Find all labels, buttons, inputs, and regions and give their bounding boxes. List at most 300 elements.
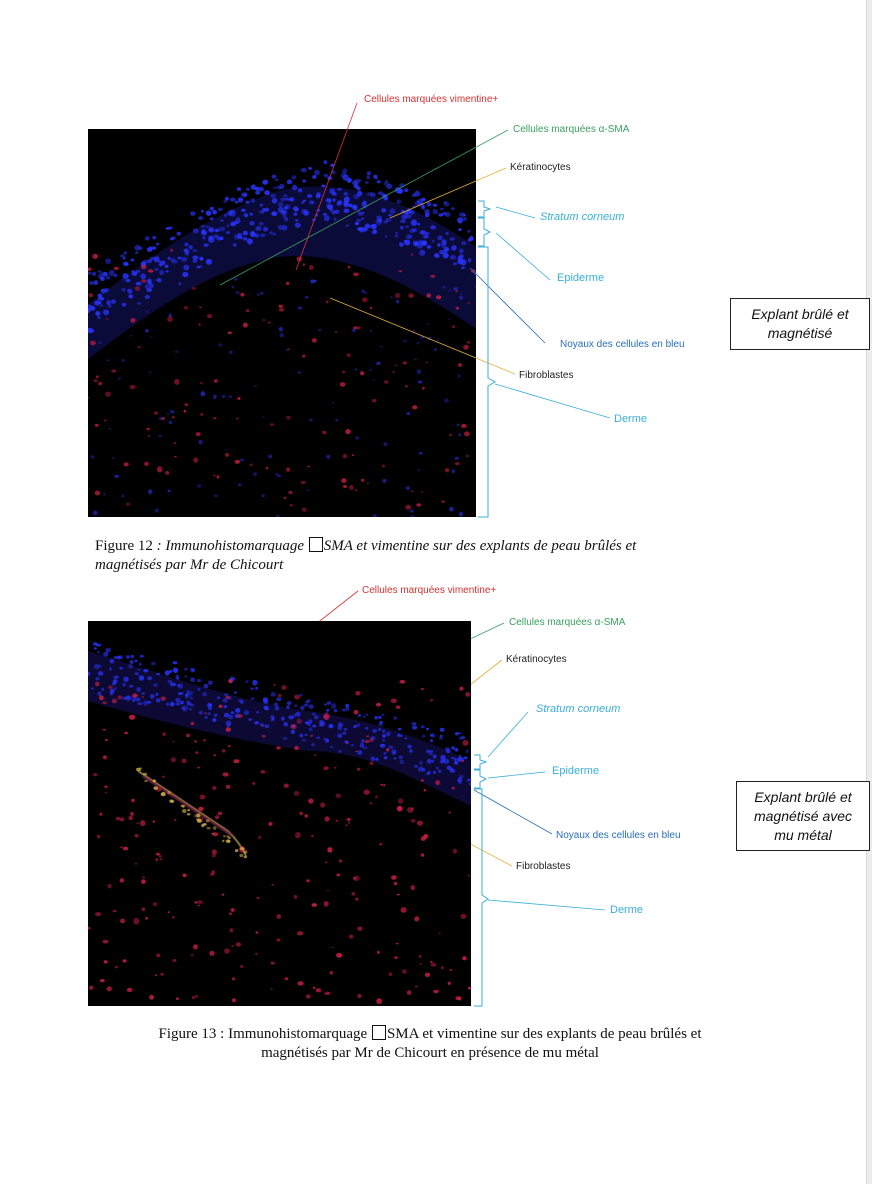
- nucleus-dot: [180, 701, 184, 705]
- nucleus-dot: [400, 226, 404, 230]
- nucleus-dot: [197, 679, 201, 682]
- vimentine-dot: [412, 405, 417, 409]
- nucleus-dot: [430, 739, 433, 742]
- nucleus-dot: [98, 301, 102, 304]
- nucleus-dot: [445, 212, 451, 217]
- vimentine-dot: [130, 318, 135, 323]
- vimentine-dot: [323, 766, 329, 770]
- nucleus-dot: [309, 201, 315, 205]
- asma-dot: [206, 827, 210, 830]
- nucleus-dot: [404, 737, 407, 739]
- nucleus-dot: [213, 395, 217, 398]
- vimentine-dot: [297, 256, 303, 261]
- vimentine-dot: [143, 876, 145, 878]
- vimentine-dot: [407, 990, 412, 995]
- vimentine-dot: [135, 863, 137, 865]
- vimentine-dot: [116, 817, 120, 820]
- vimentine-dot: [90, 341, 96, 346]
- vimentine-dot: [343, 454, 348, 459]
- nucleus-dot: [446, 750, 451, 754]
- nucleus-dot: [109, 668, 112, 671]
- nucleus-dot: [344, 192, 349, 196]
- nucleus-dot: [193, 249, 198, 252]
- nucleus-dot: [426, 728, 429, 730]
- vimentine-dot: [421, 779, 424, 781]
- nucleus-dot: [406, 234, 412, 239]
- figure-12-tissue-render: [88, 129, 476, 517]
- nucleus-dot: [451, 746, 455, 750]
- nucleus-dot: [401, 214, 407, 220]
- vimentine-dot: [262, 725, 264, 727]
- vimentine-dot: [386, 748, 389, 751]
- vimentine-dot: [414, 916, 419, 921]
- nucleus-dot: [386, 184, 392, 190]
- vimentine-dot: [161, 973, 164, 976]
- vimentine-dot: [341, 478, 346, 483]
- asma-dot: [226, 839, 231, 842]
- nucleus-dot: [458, 433, 461, 436]
- nucleus-dot: [298, 188, 303, 192]
- nucleus-dot: [93, 642, 98, 645]
- nucleus-dot: [451, 207, 455, 210]
- nucleus-dot: [185, 252, 190, 255]
- vimentine-dot: [391, 699, 397, 704]
- nucleus-dot: [182, 272, 188, 277]
- nucleus-dot: [175, 698, 180, 703]
- nucleus-dot: [270, 718, 274, 722]
- nucleus-dot: [97, 651, 100, 653]
- vimentine-dot: [214, 379, 218, 383]
- nucleus-dot: [328, 200, 331, 203]
- nucleus-dot: [358, 714, 361, 717]
- vimentine-dot: [94, 379, 98, 382]
- vimentine-dot: [174, 819, 176, 821]
- vimentine-dot: [141, 279, 147, 282]
- page-scrollbar[interactable]: [866, 0, 872, 1184]
- nucleus-dot: [301, 168, 307, 172]
- vimentine-dot: [297, 719, 302, 724]
- nucleus-dot: [433, 771, 436, 774]
- vimentine-dot: [218, 812, 222, 816]
- vimentine-dot: [426, 362, 428, 363]
- vimentine-dot: [127, 988, 133, 992]
- vimentine-dot: [224, 948, 230, 953]
- vimentine-dot: [391, 875, 397, 880]
- vimentine-dot: [336, 794, 342, 798]
- nucleus-dot: [121, 359, 125, 362]
- nucleus-dot: [222, 699, 227, 703]
- vimentine-dot: [233, 759, 239, 763]
- nucleus-dot: [255, 190, 260, 195]
- vimentine-dot: [419, 963, 422, 965]
- nucleus-dot: [419, 452, 422, 455]
- nucleus-dot: [139, 675, 144, 681]
- vimentine-dot: [216, 475, 219, 478]
- asma-dot: [206, 819, 210, 822]
- nucleus-dot: [172, 683, 176, 686]
- nucleus-dot: [122, 279, 125, 281]
- vimentine-dot: [172, 916, 174, 918]
- vimentine-dot: [158, 855, 162, 858]
- nucleus-dot: [126, 695, 132, 700]
- vimentine-dot: [105, 392, 111, 397]
- nucleus-dot: [367, 192, 373, 196]
- nucleus-dot: [287, 701, 291, 705]
- nucleus-dot: [404, 188, 409, 192]
- nucleus-dot: [236, 291, 240, 293]
- nucleus-dot: [337, 202, 342, 206]
- nucleus-dot: [114, 687, 118, 690]
- nucleus-dot: [348, 204, 352, 208]
- nucleus-dot: [286, 198, 290, 201]
- figure-12-caption: [95, 537, 755, 575]
- nucleus-dot: [373, 229, 377, 233]
- vimentine-dot: [176, 997, 179, 1000]
- vimentine-dot: [89, 986, 94, 990]
- nucleus-dot: [190, 704, 194, 707]
- nucleus-dot: [284, 194, 288, 198]
- nucleus-dot: [255, 687, 258, 690]
- nucleus-dot: [375, 758, 378, 761]
- nucleus-dot: [253, 472, 257, 476]
- vimentine-dot: [250, 463, 253, 466]
- nucleus-dot: [240, 459, 245, 462]
- nucleus-dot: [337, 188, 342, 191]
- nucleus-dot: [457, 258, 463, 264]
- nucleus-dot: [130, 335, 132, 337]
- nucleus-dot: [390, 208, 396, 214]
- vimentine-dot: [228, 679, 232, 683]
- nucleus-dot: [455, 732, 459, 735]
- vimentine-dot: [353, 273, 359, 277]
- condition-line: Explant brûlé et: [751, 306, 849, 322]
- nucleus-dot: [245, 680, 248, 682]
- nucleus-dot: [384, 756, 388, 759]
- vimentine-dot: [347, 353, 351, 357]
- nucleus-dot: [149, 372, 151, 374]
- vimentine-dot: [210, 873, 214, 876]
- vimentine-dot: [182, 759, 187, 764]
- nucleus-dot: [251, 198, 256, 202]
- nucleus-dot: [218, 208, 223, 211]
- vimentine-dot: [426, 293, 431, 297]
- vimentine-dot: [324, 992, 330, 996]
- nucleus-dot: [228, 395, 232, 398]
- nucleus-dot: [453, 287, 458, 290]
- vimentine-dot: [207, 314, 212, 318]
- vimentine-dot: [156, 853, 160, 856]
- vimentine-dot: [306, 879, 309, 882]
- nucleus-dot: [462, 217, 467, 221]
- vimentine-dot: [196, 432, 201, 436]
- vimentine-dot: [397, 894, 400, 896]
- nucleus-dot: [362, 203, 367, 208]
- vimentine-dot: [226, 727, 231, 732]
- nucleus-dot: [121, 495, 124, 498]
- vimentine-dot: [455, 996, 459, 1000]
- nucleus-dot: [154, 256, 160, 262]
- vimentine-dot: [129, 715, 135, 720]
- caption-text: SMA et vimentine sur des explants de peau brûlés et: [323, 538, 637, 554]
- vimentine-dot: [468, 302, 470, 304]
- nucleus-dot: [185, 693, 190, 698]
- nucleus-dot: [145, 236, 150, 240]
- vimentine-dot: [389, 972, 393, 976]
- caption-text: Immunohistomarquage: [165, 538, 308, 554]
- nucleus-dot: [128, 294, 133, 298]
- nucleus-dot: [219, 237, 223, 241]
- nucleus-dot: [147, 279, 152, 284]
- nucleus-dot: [334, 210, 340, 214]
- vimentine-dot: [411, 807, 414, 810]
- nucleus-dot: [310, 279, 315, 283]
- nucleus-dot: [156, 243, 159, 246]
- nucleus-dot: [457, 424, 460, 427]
- nucleus-dot: [112, 683, 116, 686]
- nucleus-dot: [312, 725, 316, 728]
- nucleus-dot: [184, 675, 187, 678]
- nucleus-dot: [151, 662, 156, 665]
- vimentine-dot: [111, 369, 116, 372]
- nucleus-dot: [323, 174, 328, 178]
- nucleus-dot: [234, 278, 238, 281]
- vimentine-dot: [141, 265, 147, 270]
- vimentine-dot: [228, 331, 232, 334]
- nucleus-dot: [189, 245, 193, 249]
- vimentine-dot: [184, 410, 187, 413]
- vimentine-dot: [215, 815, 219, 819]
- nucleus-dot: [280, 198, 286, 201]
- nucleus-dot: [459, 512, 463, 517]
- nucleus-dot: [181, 257, 187, 262]
- nucleus-dot: [197, 688, 200, 690]
- nucleus-dot: [398, 728, 402, 730]
- vimentine-dot: [300, 812, 303, 815]
- vimentine-dot: [195, 995, 198, 998]
- nucleus-dot: [156, 673, 160, 675]
- nucleus-dot: [419, 242, 424, 245]
- nucleus-dot: [452, 348, 454, 350]
- nucleus-dot: [178, 282, 181, 285]
- nucleus-dot: [218, 343, 222, 346]
- nucleus-dot: [399, 755, 403, 759]
- nucleus-dot: [345, 225, 349, 227]
- vimentine-dot: [173, 959, 177, 962]
- vimentine-dot: [268, 322, 271, 324]
- vimentine-dot: [441, 500, 445, 503]
- nucleus-dot: [280, 333, 284, 337]
- vimentine-dot: [455, 462, 460, 465]
- vimentine-dot: [213, 474, 216, 476]
- vimentine-dot: [336, 874, 340, 877]
- nucleus-dot: [215, 229, 220, 233]
- nucleus-dot: [397, 189, 402, 194]
- nucleus-dot: [212, 718, 216, 722]
- nucleus-dot: [338, 750, 341, 753]
- nucleus-dot: [88, 272, 92, 275]
- nucleus-dot: [369, 369, 372, 371]
- nucleus-dot: [199, 711, 203, 715]
- nucleus-dot: [334, 218, 337, 221]
- vimentine-dot: [286, 467, 290, 471]
- vimentine-dot: [270, 423, 275, 426]
- nucleus-dot: [278, 207, 284, 213]
- vimentine-dot: [170, 249, 173, 252]
- nucleus-dot: [137, 702, 142, 705]
- nucleus-dot: [92, 272, 96, 276]
- nucleus-dot: [351, 744, 354, 746]
- vimentine-dot: [346, 824, 348, 826]
- vimentine-dot: [98, 382, 102, 386]
- nucleus-dot: [235, 201, 238, 204]
- nucleus-dot: [234, 221, 238, 224]
- nucleus-dot: [114, 675, 119, 679]
- nucleus-dot: [318, 329, 321, 331]
- nucleus-dot: [227, 224, 230, 227]
- vimentine-dot: [462, 956, 467, 960]
- vimentine-dot: [99, 695, 104, 700]
- vimentine-dot: [258, 836, 261, 839]
- nucleus-dot: [383, 221, 388, 224]
- nucleus-dot: [468, 238, 472, 241]
- caption-separator: :: [152, 538, 166, 554]
- vimentine-dot: [199, 307, 202, 309]
- nucleus-dot: [418, 767, 424, 772]
- nucleus-dot: [467, 230, 471, 233]
- vimentine-dot: [162, 776, 165, 778]
- vimentine-dot: [430, 961, 433, 963]
- nucleus-dot: [98, 671, 103, 676]
- nucleus-dot: [373, 175, 377, 179]
- vimentine-dot: [459, 687, 463, 691]
- nucleus-dot: [411, 219, 417, 226]
- vimentine-dot: [174, 456, 176, 458]
- label-noyaux: Noyaux des cellules en bleu: [556, 830, 681, 841]
- nucleus-dot: [328, 177, 332, 180]
- nucleus-dot: [145, 284, 149, 288]
- nucleus-dot: [459, 782, 462, 784]
- nucleus-dot: [249, 221, 255, 225]
- nucleus-dot: [320, 721, 326, 727]
- nucleus-dot: [189, 708, 192, 710]
- vimentine-dot: [130, 385, 136, 389]
- vimentine-dot: [133, 918, 139, 925]
- vimentine-dot: [123, 847, 128, 851]
- vimentine-dot: [222, 894, 225, 896]
- vimentine-dot: [342, 371, 346, 374]
- nucleus-dot: [198, 440, 203, 445]
- nucleus-dot: [440, 208, 444, 210]
- nucleus-dot: [208, 680, 213, 685]
- vimentine-dot: [171, 757, 176, 762]
- vimentine-dot: [154, 411, 158, 415]
- nucleus-dot: [284, 217, 288, 221]
- nucleus-dot: [301, 201, 304, 204]
- nucleus-dot: [134, 672, 139, 675]
- vimentine-dot: [229, 912, 232, 915]
- nucleus-dot: [314, 715, 319, 719]
- vimentine-dot: [262, 735, 266, 738]
- vimentine-dot: [288, 491, 292, 494]
- nucleus-dot: [360, 743, 364, 748]
- vimentine-dot: [235, 460, 241, 464]
- vimentine-dot: [298, 981, 304, 985]
- asma-dot: [171, 800, 175, 803]
- nucleus-dot: [386, 732, 391, 737]
- vimentine-dot: [271, 962, 275, 965]
- vimentine-dot: [339, 859, 342, 862]
- nucleus-dot: [316, 193, 321, 198]
- nucleus-dot: [326, 204, 330, 208]
- label-noyaux: Noyaux des cellules en bleu: [560, 339, 685, 350]
- vimentine-dot: [383, 784, 385, 786]
- vimentine-dot: [140, 820, 146, 826]
- vimentine-dot: [351, 892, 355, 896]
- nucleus-dot: [166, 270, 169, 272]
- nucleus-dot: [197, 484, 201, 488]
- vimentine-dot: [439, 932, 441, 933]
- vimentine-dot: [197, 900, 203, 904]
- nucleus-dot: [361, 218, 364, 220]
- nucleus-dot: [451, 245, 457, 251]
- nucleus-dot: [150, 336, 152, 338]
- vimentine-dot: [422, 387, 425, 390]
- label-stratum-corneum: Stratum corneum: [540, 211, 625, 223]
- asma-dot: [187, 813, 191, 815]
- nucleus-dot: [209, 704, 213, 707]
- label-asma: Cellules marquées α-SMA: [509, 617, 626, 628]
- vimentine-dot: [112, 699, 117, 704]
- vimentine-dot: [425, 973, 430, 977]
- asma-dot: [235, 849, 238, 852]
- nucleus-dot: [238, 197, 244, 203]
- nucleus-dot: [262, 180, 268, 185]
- nucleus-dot: [430, 225, 436, 229]
- nucleus-dot: [330, 209, 334, 213]
- nucleus-dot: [308, 167, 312, 170]
- nucleus-dot: [177, 257, 181, 260]
- asma-dot: [182, 809, 187, 813]
- nucleus-dot: [130, 258, 134, 261]
- vimentine-dot: [197, 767, 200, 769]
- nucleus-dot: [240, 701, 244, 704]
- nucleus-dot: [202, 236, 206, 240]
- nucleus-dot: [103, 493, 105, 496]
- nucleus-dot: [98, 342, 102, 344]
- vimentine-dot: [236, 418, 239, 420]
- nucleus-dot: [262, 416, 264, 417]
- nucleus-dot: [378, 728, 381, 730]
- nucleus-dot: [372, 729, 377, 733]
- vimentine-dot: [212, 855, 216, 857]
- nucleus-dot: [211, 217, 214, 220]
- nucleus-dot: [343, 200, 349, 206]
- nucleus-dot: [458, 375, 461, 378]
- vimentine-dot: [395, 293, 400, 299]
- nucleus-dot: [101, 289, 106, 292]
- nucleus-dot: [127, 289, 132, 294]
- nucleus-dot: [225, 449, 227, 451]
- nucleus-dot: [275, 706, 279, 710]
- nucleus-dot: [414, 765, 417, 769]
- nucleus-dot: [302, 180, 306, 183]
- nucleus-dot: [106, 359, 108, 361]
- vimentine-dot: [200, 795, 206, 800]
- vimentine-dot: [214, 754, 216, 756]
- nucleus-dot: [154, 268, 158, 271]
- nucleus-dot: [166, 703, 169, 706]
- vimentine-dot: [377, 951, 380, 954]
